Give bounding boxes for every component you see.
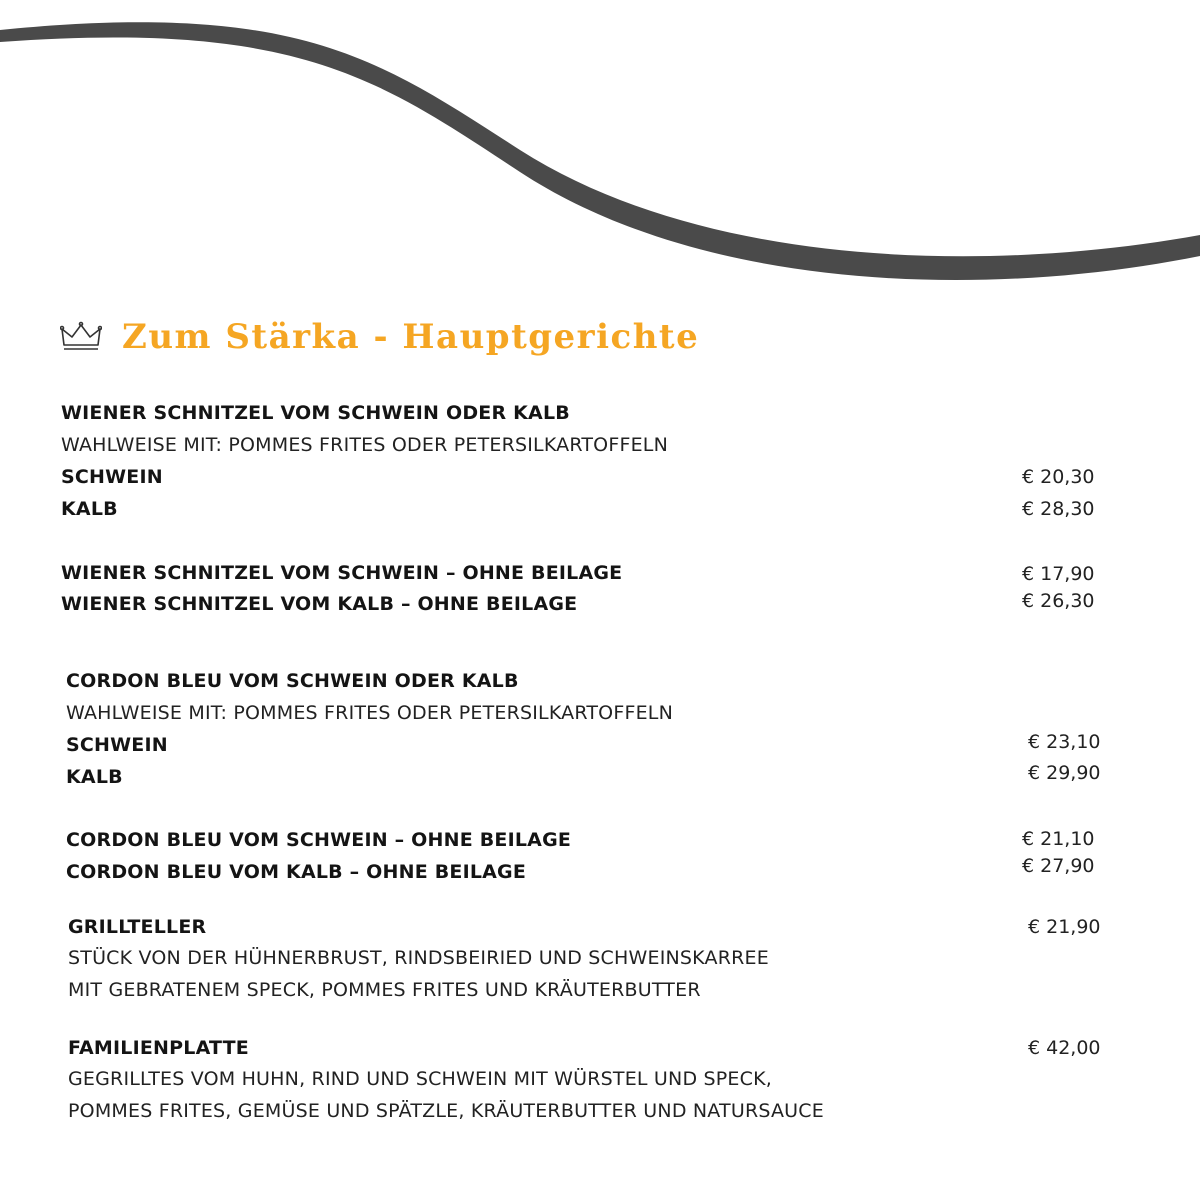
decorative-wave [0, 0, 1200, 300]
menu-item-desc: STÜCK VON DER HÜHNERBRUST, RINDSBEIRIED UND SCHWEINSKARREE [68, 947, 769, 969]
menu-price: € 17,90 [1022, 563, 1095, 585]
menu-price: € 21,10 [1022, 828, 1095, 850]
menu-item-name: GRILLTELLER [68, 916, 207, 938]
menu-price: € 23,10 [1028, 731, 1101, 753]
menu-price: € 26,30 [1022, 590, 1095, 612]
menu-item-desc: POMMES FRITES, GEMÜSE UND SPÄTZLE, KRÄUTERBUTTER UND NATURSAUCE [68, 1100, 824, 1122]
menu-price: € 27,90 [1022, 855, 1095, 877]
section-header [60, 315, 699, 359]
menu-item-desc: WAHLWEISE MIT: POMMES FRITES ODER PETERSILKARTOFFELN [66, 702, 673, 724]
menu-option-label: KALB [66, 766, 123, 788]
menu-item-desc: WAHLWEISE MIT: POMMES FRITES ODER PETERSILKARTOFFELN [61, 434, 668, 456]
menu-item-name: WIENER SCHNITZEL VOM KALB – OHNE BEILAGE [61, 593, 578, 615]
menu-item-name: FAMILIENPLATTE [68, 1037, 249, 1059]
menu-price: € 42,00 [1028, 1037, 1101, 1059]
menu-item-name: CORDON BLEU VOM KALB – OHNE BEILAGE [66, 861, 527, 883]
menu-item-name: CORDON BLEU VOM SCHWEIN ODER KALB [66, 670, 519, 692]
menu-option-label: KALB [61, 498, 118, 520]
menu-price: € 20,30 [1022, 466, 1095, 488]
menu-item-desc: GEGRILLTES VOM HUHN, RIND UND SCHWEIN MIT WÜRSTEL UND SPECK, [68, 1068, 772, 1090]
menu-item-name: CORDON BLEU VOM SCHWEIN – OHNE BEILAGE [66, 829, 572, 851]
menu-item-name: WIENER SCHNITZEL VOM SCHWEIN ODER KALB [61, 402, 570, 424]
menu-price: € 29,90 [1028, 762, 1101, 784]
menu-item-desc: MIT GEBRATENEM SPECK, POMMES FRITES UND KRÄUTERBUTTER [68, 979, 701, 1001]
menu-item-name: WIENER SCHNITZEL VOM SCHWEIN – OHNE BEILAGE [61, 562, 623, 584]
menu-price: € 28,30 [1022, 498, 1095, 520]
menu-option-label: SCHWEIN [61, 466, 163, 488]
menu-price: € 21,90 [1028, 916, 1101, 938]
menu-option-label: SCHWEIN [66, 734, 168, 756]
page-title: Zum Stärka - Hauptgerichte [122, 317, 700, 357]
crown-icon [60, 321, 102, 353]
